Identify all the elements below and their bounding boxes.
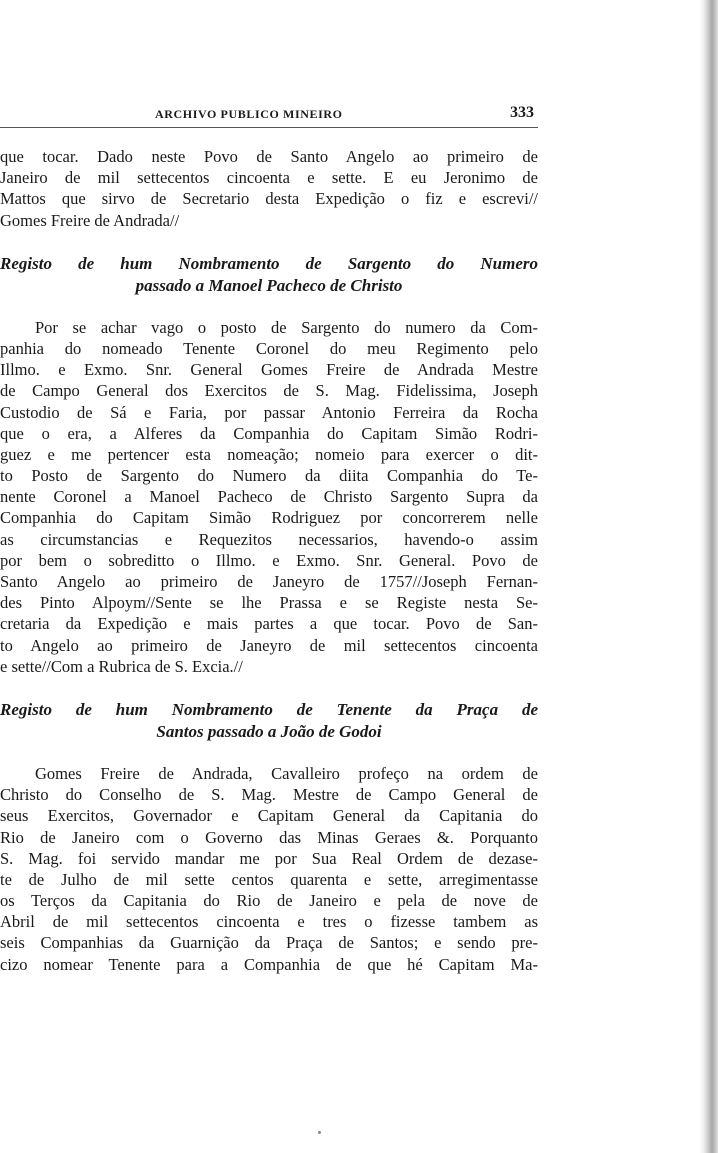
text-line: cizo nomear Tenente para a Companhia de que hé Capitam Ma- [0, 954, 538, 974]
text-line: Por se achar vago o posto de Sargento do numero da Com- [35, 317, 538, 337]
paragraph-tenente [0, 763, 538, 975]
text-line: por bem o sobreditto o Illmo. e Exmo. Snr. General. Povo de [0, 550, 538, 570]
text-line: que tocar. Dado neste Povo de Santo Angelo ao primeiro de [0, 147, 538, 166]
page-gutter-shadow [658, 0, 718, 1153]
text-line: Custodio de Sá e Faria, por passar Antonio Ferreira da Rocha [0, 402, 538, 422]
running-head [0, 104, 540, 126]
text-line: S. Mag. foi servido mandar me por Sua Real Ordem de dezase- [0, 848, 538, 868]
paragraph-continuation [0, 146, 538, 231]
text-line: seis Companhias da Guarnição da Praça de Santos; e sendo pre- [0, 933, 538, 953]
section-heading-tenente [0, 699, 538, 743]
heading-line: Registo de hum Nombramento de Sargento do Numero [0, 253, 538, 273]
heading-line: Santos passado a João de Godoi [156, 721, 382, 741]
text-line: panhia do nomeado Tenente Coronel do meu Regimento pelo [0, 338, 538, 358]
text-line: nente Coronel a Manoel Pacheco de Christo Sargento Supra da [0, 487, 538, 507]
heading-line: Registo de hum Nombramento de Tenente da Praça de [0, 699, 538, 719]
text-line: Christo do Conselho de S. Mag. Mestre de Campo General de [0, 785, 538, 805]
text-line: de Campo General dos Exercitos de S. Mag. Fidelissima, Joseph [0, 381, 538, 401]
text-line: as circumstancias e Requezitos necessarios, havendo-o assim [0, 529, 538, 549]
text-line: Santo Angelo ao primeiro de Janeyro de 1757//Joseph Fernan- [0, 572, 538, 591]
text-line: guez e me pertencer esta nomeação; nomeio para exercer o dit- [0, 444, 538, 464]
text-line: te de Julho de mil sette centos quarenta e sette, arregimentasse [0, 869, 538, 889]
page-body [0, 146, 538, 975]
page-number: 333 [510, 104, 534, 121]
paragraph-sargento [0, 317, 538, 677]
text-line: to Angelo ao primeiro de Janeyro de mil settecentos cincoenta [0, 635, 538, 655]
text-line: Rio de Janeiro com o Governo das Minas Geraes &. Porquanto [0, 827, 538, 847]
heading-line: passado a Manoel Pacheco de Christo [135, 275, 403, 295]
text-line: seus Exercitos, Governador e Capitam General da Capitania do [0, 806, 538, 826]
text-line: Companhia do Capitam Simão Rodriguez por concorrerem nelle [0, 508, 538, 528]
text-line: Gomes Freire de Andrada// [0, 210, 180, 230]
text-line: que o era, a Alferes da Companhia do Capitam Simão Rodri- [0, 423, 538, 443]
text-line: Janeiro de mil settecentos cincoenta e sette. E eu Jeronimo de [0, 168, 538, 188]
header-rule [0, 127, 538, 128]
text-line: Gomes Freire de Andrada, Cavalleiro profeço na ordem de [35, 763, 538, 783]
text-line: e sette//Com a Rubrica de S. Excia.// [0, 656, 243, 676]
text-line: Abril de mil settecentos cincoenta e tres o fizesse tambem as [0, 912, 538, 932]
text-line: des Pinto Alpoym//Sente se lhe Prassa e se Registe nesta Se- [0, 593, 538, 613]
page-speck [318, 1131, 321, 1134]
text-line: to Posto de Sargento do Numero da diita Companhia do Te- [0, 466, 538, 486]
text-line: cretaria da Expedição e mais partes a que tocar. Povo de San- [0, 614, 538, 634]
text-line: Illmo. e Exmo. Snr. General Gomes Freire de Andrada Mestre [0, 360, 538, 380]
section-heading-sargento [0, 253, 538, 297]
text-line: Mattos que sirvo de Secretario desta Expedição o fiz e escrevi// [0, 189, 538, 209]
running-title: ARCHIVO PUBLICO MINEIRO [155, 107, 343, 121]
text-line: os Terços da Capitania do Rio de Janeiro e pela de nove de [0, 891, 538, 911]
